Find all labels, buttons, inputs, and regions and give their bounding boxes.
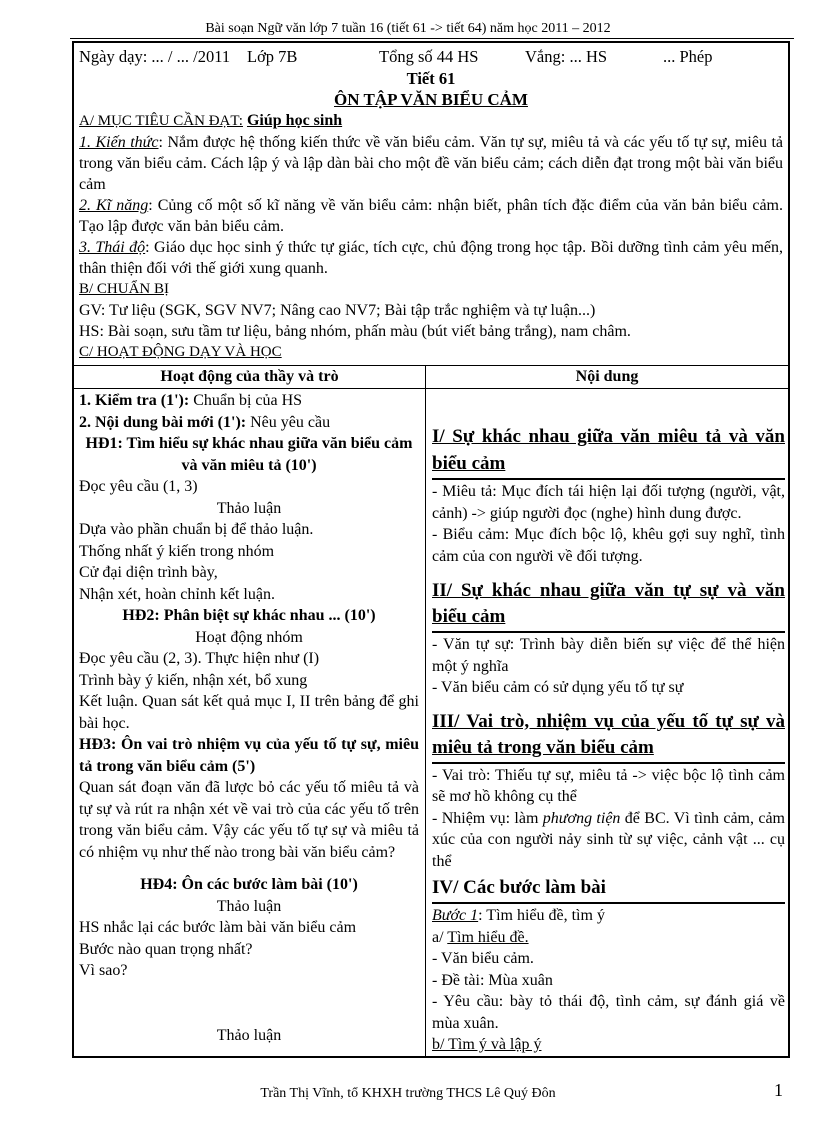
step-a-item: - Văn biểu cảm. xyxy=(432,950,534,967)
activity-4-line: HS nhắc lại các bước làm bài văn biểu cảm xyxy=(79,919,357,936)
step-b: b/ Tìm ý và lập ý xyxy=(432,1036,542,1053)
step-a: a/ Tìm hiểu đề. xyxy=(432,928,529,946)
activity-2-line: Trình bày ý kiến, nhận xét, bổ xung xyxy=(79,671,308,689)
info-row xyxy=(79,45,783,68)
activity-2-line: Đọc yêu cầu (2, 3). Thực hiện như (I) xyxy=(79,650,320,667)
left-column-header: Hoạt động của thầy và trò xyxy=(160,368,339,385)
activity-2-line: Hoạt động nhóm xyxy=(195,628,303,646)
part-3-text: - Vai trò: Thiếu tự sự, miêu tả -> việc bộc lộ tình cảm sẽ mơ hồ không cụ thể xyxy=(432,766,785,805)
gv-line: GV: Tư liệu (SGK, SGV NV7; Nâng cao NV7; Bài tập trắc nghiệm và tự luận...) xyxy=(79,302,596,319)
activity-3-heading: HĐ3: Ôn vai trò nhiệm vụ của yếu tố tự sự, miêu tả trong văn biểu cảm (5') xyxy=(79,736,419,775)
activity-3-text: Quan sát đoạn văn đã lược bỏ các yếu tố miêu tả và tự sự và rút ra nhận xét về vai trò của các yếu tố trên trong văn biểu cảm. Vậy các yếu tố tự sự và miêu tả có nhiệm vụ như thế nào trong bài văn biểu cảm? xyxy=(79,779,419,861)
activity-4-line: Vì sao? xyxy=(79,962,128,979)
activity-1-line: Nhận xét, hoàn chỉnh kết luận. xyxy=(79,585,275,603)
lesson-number: Tiết 61 xyxy=(406,69,456,88)
skill-paragraph: 2. Kĩ năng: Củng cố một số kĩ năng về văn biểu cảm: nhận biết, phân tích đặc điểm của văn bản biểu cảm. Tạo lập được văn bản biểu cảm. xyxy=(79,197,783,235)
activity-1-line: Thảo luận xyxy=(216,499,282,517)
lesson-frame xyxy=(72,41,790,1058)
part-2-heading: II/ Sự khác nhau giữa văn tự sự và văn biểu cảm xyxy=(432,580,785,627)
step-1: Bước 1: Tìm hiểu đề, tìm ý xyxy=(432,907,605,924)
attitude-label: 3. Thái độ xyxy=(79,239,146,256)
activity-1-heading: HĐ1: Tìm hiểu sự khác nhau giữa văn biểu cảm và văn miêu tả (10') xyxy=(85,435,413,474)
activity-2-line: Kết luận. Quan sát kết quả mục I, II trên bảng để ghi bài học. xyxy=(79,693,419,732)
page-number: 1 xyxy=(774,1080,783,1100)
right-column-header: Nội dung xyxy=(575,368,639,385)
header-rule xyxy=(70,38,794,39)
activity-4-line: Thảo luận xyxy=(216,897,282,915)
check-line: 1. Kiểm tra (1'): Chuẩn bị của HS xyxy=(79,392,303,409)
activity-1-line: Dựa vào phần chuẩn bị để thảo luận. xyxy=(79,521,314,538)
part-3-heading: III/ Vai trò, nhiệm vụ của yếu tố tự sự và miêu tả trong văn biểu cảm xyxy=(432,710,785,758)
skill-label: 2. Kĩ năng xyxy=(79,197,149,214)
part-1-heading: I/ Sự khác nhau giữa văn miêu tả và văn biểu cảm xyxy=(432,426,785,474)
activity-1-line: Cử đại diện trình bày, xyxy=(79,564,218,581)
knowledge-paragraph: 1. Kiến thức: Nắm được hệ thống kiến thức về văn biểu cảm. Văn tự sự, miêu tả và các yếu tố tự sự, miêu tả trong văn biểu cảm. Cách lập ý và lập dàn bài cho một đề văn biểu cảm; cách diễn đạt trong một bài văn biểu cảm xyxy=(79,134,783,193)
section-c: C/ HOẠT ĐỘNG DẠY VÀ HỌC xyxy=(79,344,282,360)
part-2-text: - Văn tự sự: Trình bày diễn biến sự việc để thể hiện một ý nghĩa xyxy=(432,636,785,675)
page-footer: Trần Thị Vĩnh, tổ KHXH trường THCS Lê Quý Đôn xyxy=(260,1086,556,1101)
activity-1-line: Đọc yêu cầu (1, 3) xyxy=(79,478,198,495)
attitude-paragraph: 3. Thái độ: Giáo dục học sinh ý thức tự giác, tích cực, chủ động trong học tập. Bồi dưỡng tình cảm yêu mến, thân thiện đối với thế giới xung quanh. xyxy=(79,239,784,277)
lesson-intro xyxy=(74,43,788,363)
lesson-title: ÔN TẬP VĂN BIỂU CẢM xyxy=(334,90,528,109)
last-discussion: Thảo luận xyxy=(216,1026,282,1044)
step-a-item: - Yêu cầu: bày tỏ thái độ, tình cảm, sự đánh giá về mùa xuân. xyxy=(432,993,785,1032)
part-1-text: - Biểu cảm: Mục đích bộc lộ, khêu gợi suy nghĩ, tình cảm của con người về đối tượng. xyxy=(432,526,785,565)
page-header: Bài soạn Ngữ văn lớp 7 tuần 16 (tiết 61 -> tiết 64) năm học 2011 – 2012 xyxy=(205,21,611,36)
permit-field: ... Phép xyxy=(663,47,713,66)
section-b: B/ CHUẨN BỊ xyxy=(79,281,170,297)
column-divider xyxy=(425,365,426,1056)
activity-4-line: Bước nào quan trọng nhất? xyxy=(79,940,253,958)
new-content-line: 2. Nội dung bài mới (1'): Nêu yêu cầu xyxy=(79,413,331,431)
part-4-heading: IV/ Các bước làm bài xyxy=(432,877,606,898)
total-field: Tổng số 44 HS xyxy=(379,47,479,66)
activity-4-heading: HĐ4: Ôn các bước làm bài (10') xyxy=(140,876,358,893)
absent-field: Vắng: ... HS xyxy=(525,47,608,66)
activity-2-heading: HĐ2: Phân biệt sự khác nhau ... (10') xyxy=(122,607,376,624)
part-2-text: - Văn biểu cảm có sử dụng yếu tố tự sự xyxy=(432,679,684,696)
activity-1-line: Thống nhất ý kiến trong nhóm xyxy=(79,542,275,560)
content-column xyxy=(432,390,785,1056)
header-row-rule xyxy=(74,388,788,389)
knowledge-label: 1. Kiến thức xyxy=(79,134,159,151)
step-a-item: - Đề tài: Mùa xuân xyxy=(432,971,553,989)
class-field: Lớp 7B xyxy=(247,47,298,66)
part-1-text: - Miêu tả: Mục đích tái hiện lại đối tượng (người, vật, cảnh) -> giúp người đọc (nghe) hình dung được. xyxy=(432,483,785,522)
hs-line: HS: Bài soạn, sưu tầm tư liệu, bảng nhóm, phấn màu (bút viết bảng trắng), nam châm. xyxy=(79,323,631,340)
teacher-student-activities xyxy=(79,390,419,1046)
section-a: A/ MỤC TIÊU CẦN ĐẠT: Giúp học sinh xyxy=(79,112,343,129)
part-3-text: - Nhiệm vụ: làm phương tiện để BC. Vì tình cảm, cảm xúc của con người nảy sinh từ sự việc, cảnh vật ... cụ thể xyxy=(432,809,786,870)
date-field: Ngày dạy: ... / ... /2011 xyxy=(79,47,231,66)
